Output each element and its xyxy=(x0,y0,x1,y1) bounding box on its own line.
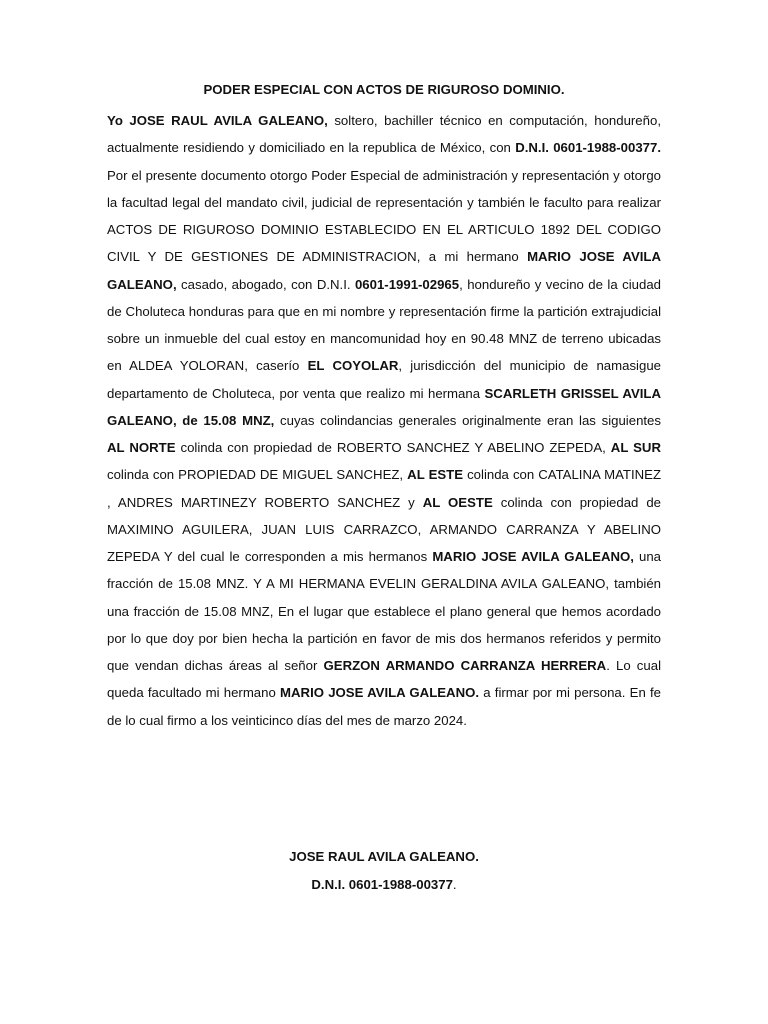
signature-dni: D.N.I. 0601-1988-00377 xyxy=(311,877,453,892)
body-bold-segment: EL COYOLAR xyxy=(307,358,399,374)
body-text-segment: , hondureño y vecino de la ciudad de Choluteca honduras para que en mi nombre y representación firme la partición extrajudicial sobre un inmueble del cual estoy en mancomunidad hoy en 90.48 MNZ de terreno ubicadas en ALDEA YOLORAN, caserío xyxy=(107,276,661,374)
document-body xyxy=(107,107,661,734)
body-text-segment: colinda con CATALINA MATINEZ , ANDRES MARTINEZY ROBERTO SANCHEZ y xyxy=(107,467,662,510)
document-page xyxy=(107,80,661,734)
body-bold-segment: AL OESTE xyxy=(422,494,493,510)
body-text-segment: , jurisdicción del municipio de namasigue departamento de Choluteca, por venta que realizo mi hermana xyxy=(107,358,661,401)
signature-name: JOSE RAUL AVILA GALEANO. xyxy=(289,849,479,864)
signature-dni-line xyxy=(107,875,661,895)
body-bold-segment: MARIO JOSE AVILA GALEANO, xyxy=(432,549,634,564)
body-text-segment: Por el presente documento otorgo Poder Especial de administración y representación y otorgo la facultad legal del mandato civil, judicial de representación y también le faculto para realizar ACTOS DE RIGUROSO DOMINIO ESTABLECIDO EN EL ARTICULO 1892 DEL CODIGO CIVIL Y DE GESTIONES DE ADMINISTRACION, a mi hermano xyxy=(107,167,661,265)
body-text-segment: soltero, bachiller técnico en computación, hondureño, actualmente residiendo y domiciliado en la republica de México, con xyxy=(107,113,661,156)
document-title: PODER ESPECIAL CON ACTOS DE RIGUROSO DOMINIO. xyxy=(203,82,565,97)
body-bold-segment: MARIO JOSE AVILA GALEANO. xyxy=(280,685,480,701)
body-bold-segment: JOSE RAUL AVILA GALEANO, xyxy=(129,113,328,128)
body-bold-segment: D.N.I. 0601-1988-00377. xyxy=(515,140,661,156)
body-text-segment: colinda con propiedad de MAXIMINO AGUILERA, JUAN LUIS CARRAZCO, ARMANDO CARRANZA Y ABELINO ZEPEDA Y del cual le corresponden a mis hermanos xyxy=(107,494,662,564)
body-text-segment: colinda con PROPIEDAD DE MIGUEL SANCHEZ, xyxy=(107,467,408,483)
body-text-segment: colinda con propiedad de ROBERTO SANCHEZ Y ABELINO ZEPEDA, xyxy=(175,440,611,455)
body-text-segment: a firmar por mi persona. En fe de lo cual firmo a los veinticinco días del mes de marzo 2024. xyxy=(107,685,661,728)
body-text-segment: casado, abogado, con D.N.I. xyxy=(176,276,355,292)
body-text-segment: . Lo cual queda facultado mi hermano xyxy=(107,658,662,701)
body-bold-segment: 0601-1991-02965 xyxy=(354,276,460,292)
body-bold-segment: GERZON ARMANDO CARRANZA HERRERA xyxy=(323,658,607,673)
body-bold-segment: SCARLETH GRISSEL AVILA GALEANO, de 15.08 MNZ, xyxy=(107,385,662,428)
body-text-segment: una fracción de 15.08 MNZ. Y A MI HERMANA EVELIN GERALDINA AVILA GALEANO, también una fracción de 15.08 MNZ, En el lugar que establece el plano general que hemos acordado por lo que doy por bien hecha la partición en favor de mis dos hermanos referidos y permito que vendan dichas áreas al señor xyxy=(107,549,662,673)
body-bold-segment: MARIO JOSE AVILA GALEANO, xyxy=(107,249,661,292)
body-bold-segment: AL NORTE xyxy=(107,440,176,455)
body-bold-segment: AL SUR xyxy=(610,440,661,455)
body-text-segment: cuyas colindancias generales originalmente eran las siguientes xyxy=(274,412,661,428)
body-bold-segment: Yo xyxy=(107,113,130,128)
body-bold-segment: AL ESTE xyxy=(407,467,464,483)
signature-dni-period: . xyxy=(452,877,457,892)
